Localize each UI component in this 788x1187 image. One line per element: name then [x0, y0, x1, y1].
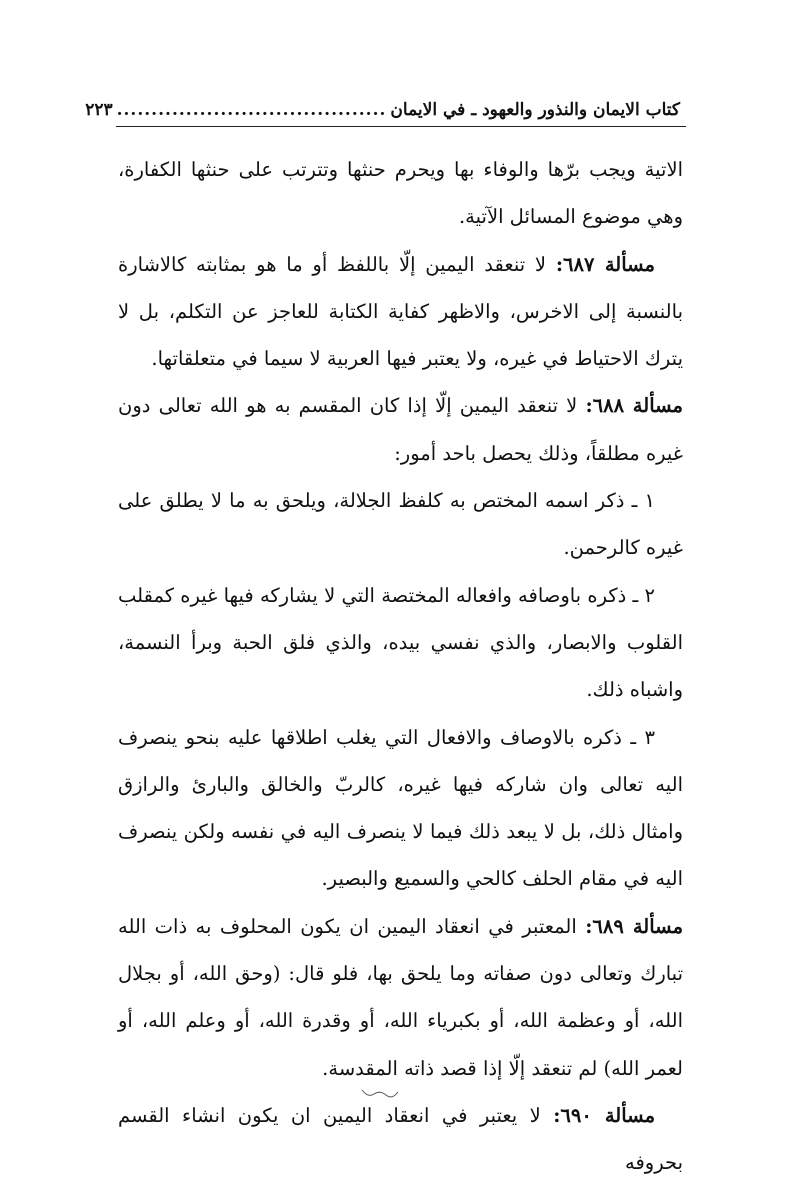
- paragraph: [118, 1092, 683, 1187]
- paragraph: [118, 382, 683, 477]
- page-number: ٢٢٣: [85, 100, 113, 120]
- paragraph-text: لا تنعقد اليمين إلّا باللفظ أو ما هو بمثابته كالاشارة بالنسبة إلى الاخرس، والاظهر كفاية الكتابة للعاجز عن التكلم، بل لا يترك الاحتياط في غيره، ولا يعتبر فيها العربية لا سيما في متعلقاتها.: [118, 252, 683, 371]
- ink-mark: [360, 1086, 400, 1100]
- issue-label: مسألة ٦٩٠:: [553, 1103, 656, 1127]
- paragraph-text: ذكره بالاوصاف والافعال التي يغلب اطلاقها عليه بنحو ينصرف اليه تعالى وان شاركه فيها غيره، كالربّ والخالق والبارئ والرازق وامثال ذلك، بل لا يبعد ذلك فيما لا ينصرف اليه في نفسه ولكن ينصرف اليه في مقام الحلف كالحي والسميع والبصير.: [118, 725, 683, 891]
- running-header: [85, 96, 680, 124]
- list-number: ١ ـ: [631, 489, 655, 513]
- paragraph: [118, 241, 683, 383]
- book-title: كتاب الايمان والنذور والعهود ـ في الايمان: [390, 100, 680, 120]
- list-item: [118, 714, 683, 903]
- paragraph-text: الاتية ويجب برّها والوفاء بها ويحرم حنثها وتترتب على حنثها الكفارة، وهي موضوع المسائل الآتية.: [118, 158, 683, 229]
- header-rule: [116, 126, 686, 127]
- paragraph: [118, 903, 683, 1092]
- paragraph-text: المعتبر في انعقاد اليمين ان يكون المحلوف به ذات الله تبارك وتعالى دون صفاته وما يلحق بها، فلو قال: (وحق الله، أو بجلال الله، أو وعظمة الله، أو بكبرياء الله، أو وقدرة الله، أو وعلم الله، أو لعمر الله) لم تنعقد إلّا إذا قصد ذاته المقدسة.: [118, 914, 683, 1080]
- issue-label: مسألة ٦٨٩:: [585, 914, 684, 938]
- list-item: [118, 572, 683, 714]
- paragraph-text: لا تنعقد اليمين إلّا إذا كان المقسم به هو الله تعالى دون غيره مطلقاً، وذلك يحصل باحد أمور:: [118, 394, 683, 465]
- issue-label: مسألة ٦٨٧:: [555, 252, 656, 276]
- paragraph-text: ذكر اسمه المختص به كلفظ الجلالة، ويلحق به ما لا يطلق على غيره كالرحمن.: [118, 489, 683, 560]
- list-number: ٣ ـ: [630, 725, 655, 749]
- paragraph-text: لا يعتبر في انعقاد اليمين ان يكون انشاء القسم بحروفه: [118, 1103, 683, 1175]
- body-text: [118, 146, 683, 1187]
- list-number: ٢ ـ: [632, 583, 655, 607]
- paragraph-text: ذكره باوصافه وافعاله المختصة التي لا يشاركه فيها غيره كمقلب القلوب والابصار، والذي نفسي بيده، والذي فلق الحبة وبرأ النسمة، واشباه ذلك.: [118, 583, 683, 702]
- header-leader-dots: .......................................: [116, 100, 387, 120]
- issue-label: مسألة ٦٨٨:: [585, 394, 683, 418]
- paragraph: [118, 146, 683, 241]
- list-item: [118, 477, 683, 572]
